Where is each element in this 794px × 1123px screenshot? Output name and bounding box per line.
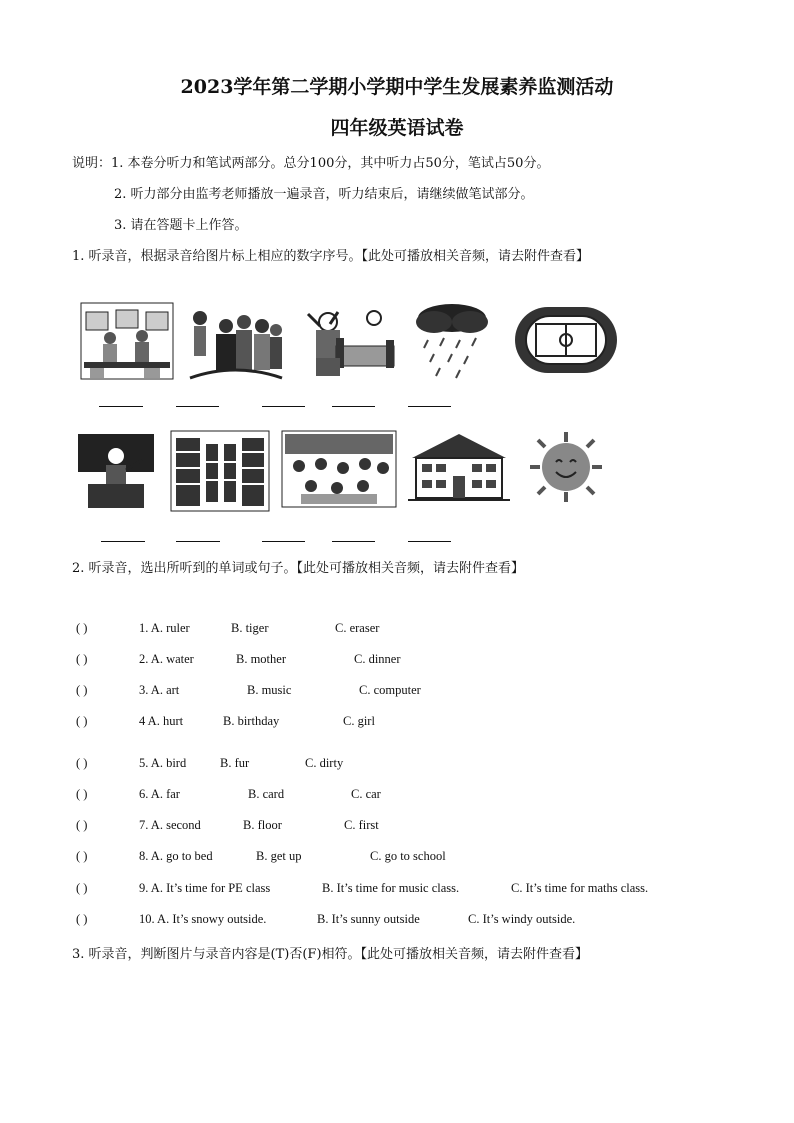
- school-building-icon: [406, 430, 512, 502]
- sun-icon: [526, 430, 606, 504]
- answer-blank[interactable]: [262, 541, 305, 542]
- answer-paren[interactable]: ( ): [76, 849, 88, 863]
- answer-paren[interactable]: ( ): [76, 818, 88, 832]
- option-a: 9. A. It’s time for PE class: [139, 881, 271, 895]
- option-b: B. music: [247, 683, 292, 697]
- answer-paren[interactable]: ( ): [76, 621, 88, 635]
- teacher-blackboard-icon: [76, 432, 156, 510]
- answer-paren[interactable]: ( ): [76, 787, 88, 801]
- answer-paren[interactable]: ( ): [76, 881, 88, 895]
- library-icon: [170, 430, 270, 512]
- answer-blank[interactable]: [101, 541, 145, 542]
- option-c: C. eraser: [335, 621, 380, 635]
- page-title: 2023学年第二学期小学期中学生发展素养监测活动: [180, 76, 614, 98]
- computer-room-icon: [80, 302, 174, 380]
- option-c: C. first: [344, 818, 379, 832]
- answer-blank[interactable]: [332, 541, 375, 542]
- option-c: C. dirty: [305, 756, 344, 770]
- answer-blank[interactable]: [408, 541, 451, 542]
- stadium-icon: [512, 304, 620, 376]
- instruction-3: 3. 请在答题卡上作答。: [114, 218, 248, 233]
- option-b: B. floor: [243, 818, 282, 832]
- answer-blank[interactable]: [408, 406, 451, 407]
- answer-blank[interactable]: [262, 406, 305, 407]
- answer-blank[interactable]: [176, 406, 219, 407]
- option-c: C. computer: [359, 683, 421, 697]
- option-b: B. get up: [256, 849, 302, 863]
- students-group-icon: [186, 304, 284, 380]
- rain-cloud-icon: [410, 300, 492, 380]
- classroom-icon: [281, 430, 397, 508]
- option-c: C. girl: [343, 714, 375, 728]
- option-a: 1. A. ruler: [139, 621, 190, 635]
- option-a: 8. A. go to bed: [139, 849, 213, 863]
- option-c: C. car: [351, 787, 381, 801]
- answer-paren[interactable]: ( ): [76, 756, 88, 770]
- option-b: B. fur: [220, 756, 250, 770]
- answer-paren[interactable]: ( ): [76, 714, 88, 728]
- option-a: 5. A. bird: [139, 756, 187, 770]
- option-b: B. It’s time for music class.: [322, 881, 460, 895]
- option-c: C. dinner: [354, 652, 401, 666]
- waking-up-icon: [300, 308, 396, 378]
- option-b: B. mother: [236, 652, 286, 666]
- section-2-heading: 2. 听录音，选出所听到的单词或句子。【此处可播放相关音频，请去附件查看】: [72, 561, 525, 576]
- instruction-2: 2. 听力部分由监考老师播放一遍录音，听力结束后，请继续做笔试部分。: [114, 187, 534, 202]
- option-c: C. go to school: [370, 849, 446, 863]
- answer-blank[interactable]: [176, 541, 220, 542]
- instruction-1: 1. 本卷分听力和笔试两部分。总分100分，其中听力占50分，笔试占50分。: [111, 156, 550, 171]
- option-c: C. It’s windy outside.: [468, 912, 576, 926]
- option-b: B. It’s sunny outside: [317, 912, 420, 926]
- option-b: B. card: [248, 787, 285, 801]
- instructions-line-1: [72, 152, 549, 171]
- section-1-heading: 1. 听录音，根据录音给图片标上相应的数字序号。【此处可播放相关音频，请去附件查看】: [72, 249, 590, 264]
- option-a: 10. A. It’s snowy outside.: [139, 912, 267, 926]
- answer-paren[interactable]: ( ): [76, 683, 88, 697]
- option-b: B. tiger: [231, 621, 269, 635]
- option-a: 4 A. hurt: [139, 714, 184, 728]
- answer-paren[interactable]: ( ): [76, 652, 88, 666]
- option-a: 3. A. art: [139, 683, 180, 697]
- instructions-label: 说明：: [72, 156, 112, 171]
- option-b: B. birthday: [223, 714, 280, 728]
- option-c: C. It’s time for maths class.: [511, 881, 649, 895]
- option-a: 6. A. far: [139, 787, 180, 801]
- option-a: 2. A. water: [139, 652, 194, 666]
- section-3-heading: 3. 听录音，判断图片与录音内容是(T)否(F)相符。【此处可播放相关音频，请去附件查看】: [72, 947, 589, 962]
- answer-blank[interactable]: [99, 406, 143, 407]
- answer-blank[interactable]: [332, 406, 375, 407]
- page-subtitle: 四年级英语试卷: [330, 117, 464, 139]
- option-a: 7. A. second: [139, 818, 201, 832]
- answer-paren[interactable]: ( ): [76, 912, 88, 926]
